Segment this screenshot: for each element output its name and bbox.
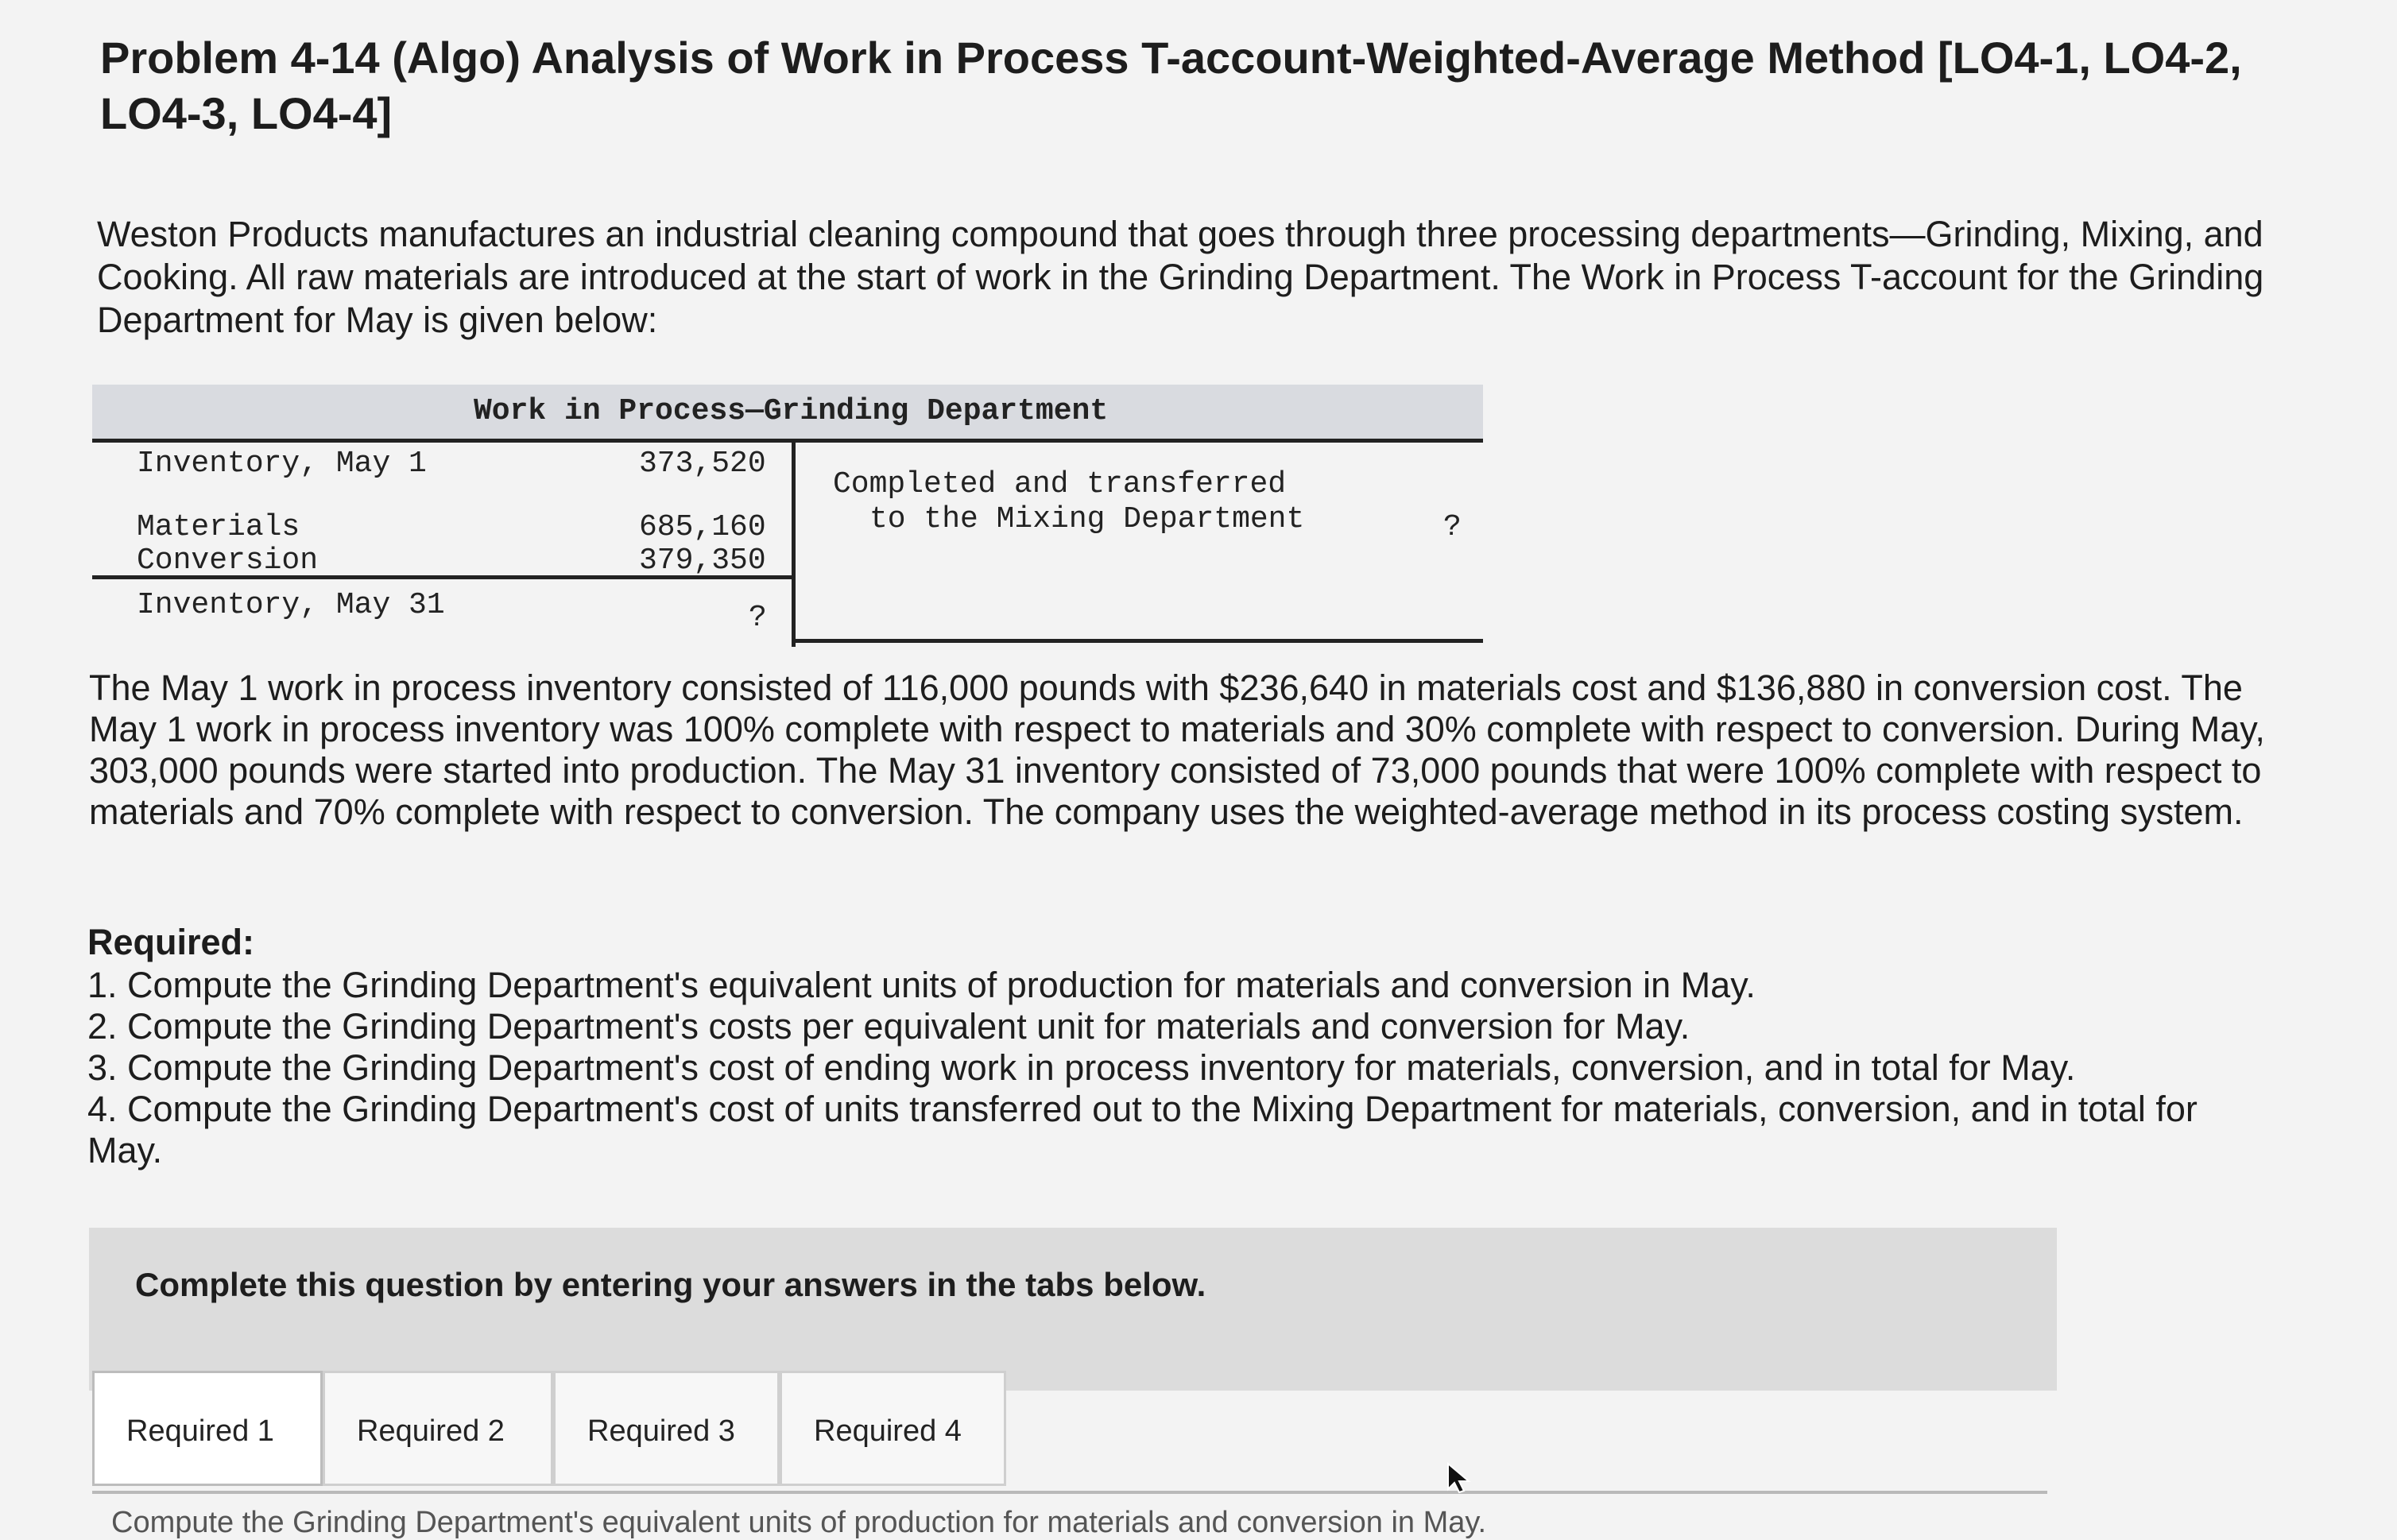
required-item: 1. Compute the Grinding Department's equivalent units of production for materials and conversion in May. bbox=[87, 965, 1756, 1005]
debit-label-inventory-may1: Inventory, May 1 bbox=[137, 447, 427, 481]
t-account-divider bbox=[792, 439, 796, 647]
page-title: Problem 4-14 (Algo) Analysis of Work in Process T-account-Weighted-Average Method [LO4-1, LO4-2, LO4-3, LO4-4] bbox=[100, 33, 2242, 138]
debit-label-materials: Materials bbox=[137, 510, 300, 544]
required-heading: Required: bbox=[87, 922, 255, 962]
required-item: 3. Compute the Grinding Department's cost of ending work in process inventory for materials, conversion, and in total for May. bbox=[87, 1047, 2076, 1088]
credit-label-line2: to the Mixing Department bbox=[869, 502, 1305, 536]
debit-value-inventory-may31: ? bbox=[749, 601, 767, 635]
instruction-text: Complete this question by entering your answers in the tabs below. bbox=[135, 1266, 1206, 1303]
credit-label-line1: Completed and transferred bbox=[833, 467, 1287, 501]
debit-value-materials: 685,160 bbox=[639, 510, 766, 544]
required-list bbox=[87, 965, 2281, 1171]
tab-baseline bbox=[92, 1491, 2047, 1494]
tab-required-4[interactable]: Required 4 bbox=[780, 1371, 1006, 1486]
debit-value-conversion: 379,350 bbox=[639, 544, 766, 578]
mouse-pointer-icon bbox=[1445, 1462, 1477, 1494]
t-account-credit-rule bbox=[792, 639, 1483, 643]
tab-content-text: Compute the Grinding Department's equivalent units of production for materials and conversion in May. bbox=[111, 1506, 1487, 1539]
required-item: 4. Compute the Grinding Department's cost of units transferred out to the Mixing Department for materials, conversion, and in total for May. bbox=[87, 1089, 2198, 1170]
tab-required-1[interactable]: Required 1 bbox=[92, 1371, 323, 1486]
t-account-header bbox=[92, 385, 1483, 443]
tab-required-3[interactable]: Required 3 bbox=[553, 1371, 780, 1486]
instruction-banner bbox=[89, 1228, 2057, 1391]
debit-label-inventory-may31: Inventory, May 31 bbox=[137, 588, 445, 622]
debit-value-inventory-may1: 373,520 bbox=[639, 447, 766, 481]
problem-details: The May 1 work in process inventory consisted of 116,000 pounds with $236,640 in materials cost and $136,880 in conversion cost. The May 1 work in process inventory was 100% complete with respect to materials and 30% complete with respect to conversion. During May, 303,000 pounds were started into production. The May 31 inventory consisted of 73,000 pounds that were 100% complete with respect to materials and 70% complete with respect to conversion. The company uses the weighted-average method in its process costing system. bbox=[89, 667, 2265, 832]
work-in-process-t-account bbox=[92, 385, 1483, 647]
t-account-title: Work in Process—Grinding Department bbox=[474, 394, 1109, 428]
intro-paragraph: Weston Products manufactures an industrial cleaning compound that goes through three processing departments—Grinding, Mixing, and Cooking. All raw materials are introduced at the start of work in the Grinding Department. The Work in Process T-account for the Grinding Department for May is given below: bbox=[97, 214, 2264, 340]
tab-required-2[interactable]: Required 2 bbox=[323, 1371, 553, 1486]
debit-label-conversion: Conversion bbox=[137, 544, 319, 578]
required-item: 2. Compute the Grinding Department's costs per equivalent unit for materials and conversion for May. bbox=[87, 1006, 1690, 1047]
credit-value: ? bbox=[1443, 510, 1462, 544]
